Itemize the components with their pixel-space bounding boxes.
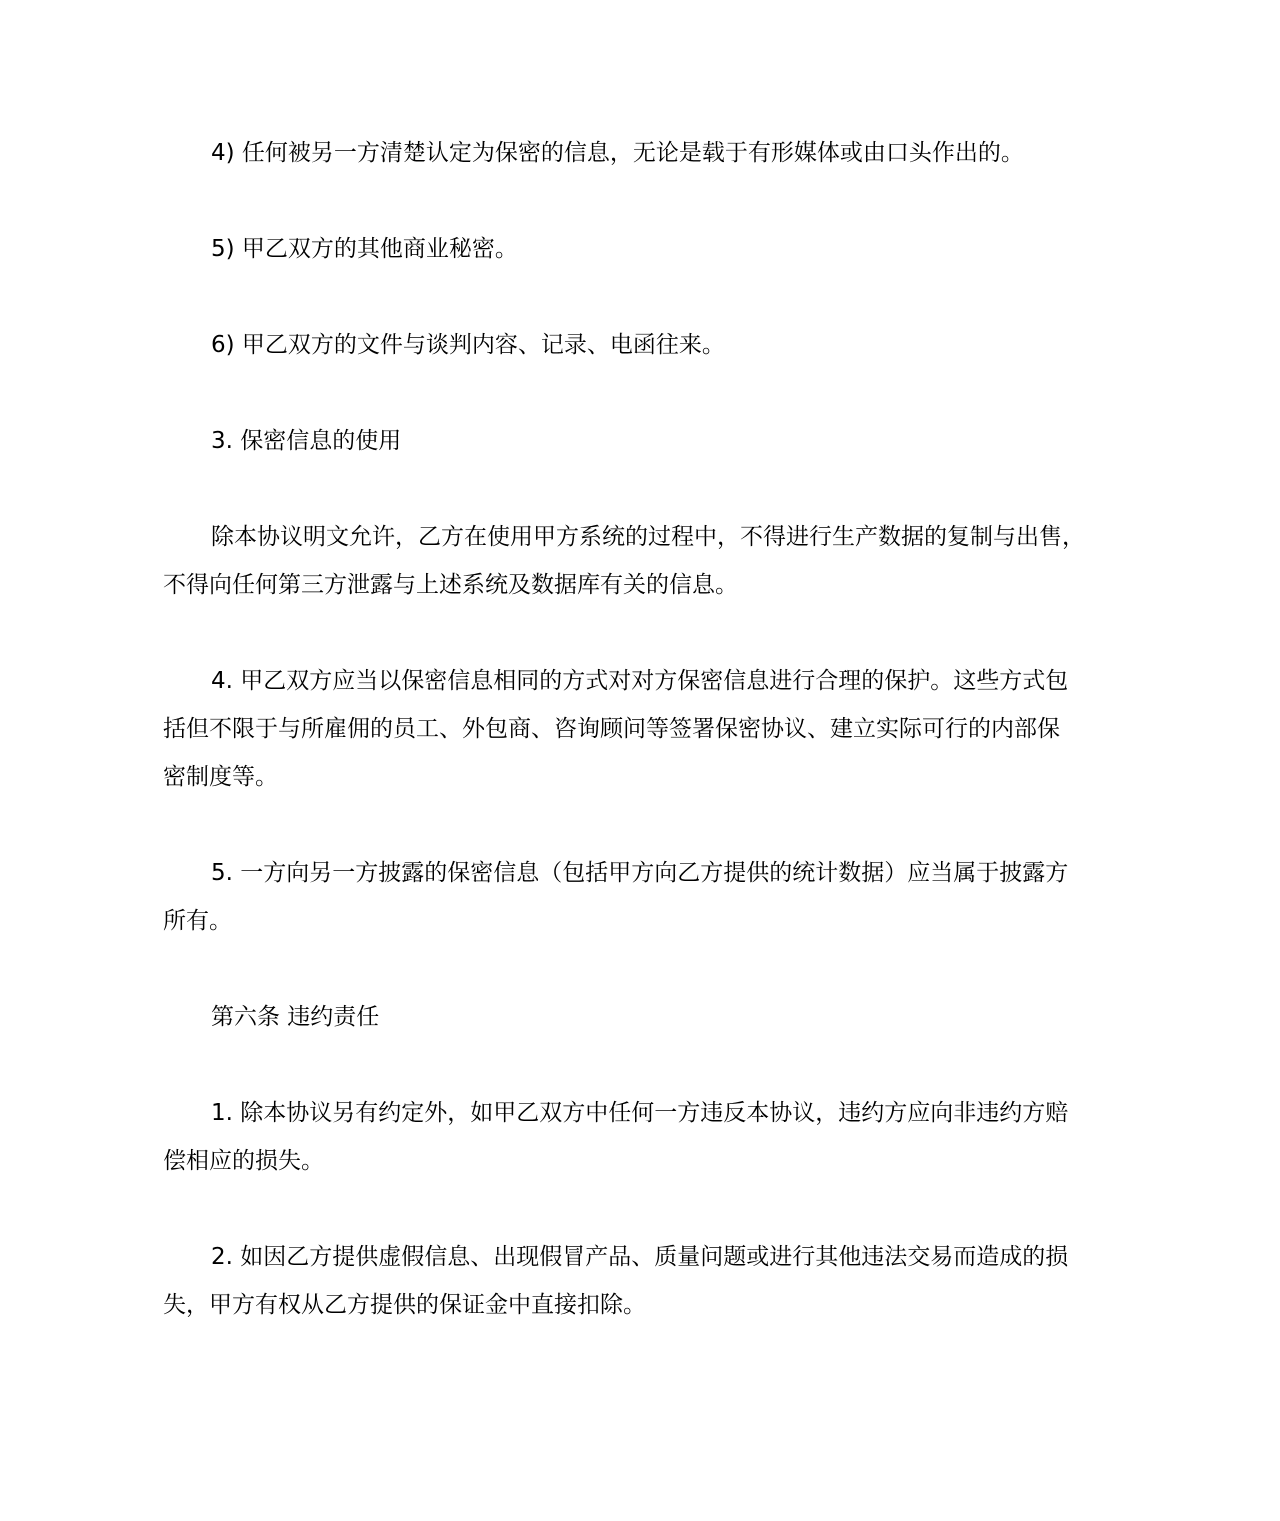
paragraph-line: 第六条 违约责任 [211,1004,380,1030]
paragraph [163,849,1123,945]
paragraph-line: 偿相应的损失。 [163,1148,324,1174]
paragraph [163,657,1123,801]
paragraph-line: 4. 甲乙双方应当以保密信息相同的方式对对方保密信息进行合理的保护。这些方式包 [211,668,1069,694]
paragraph [163,1233,1123,1329]
paragraph-line: 除本协议明文允许，乙方在使用甲方系统的过程中，不得进行生产数据的复制与出售， [211,524,1085,550]
paragraph [163,129,1123,177]
paragraph-line: 1. 除本协议另有约定外，如甲乙双方中任何一方违反本协议，违约方应向非违约方赔 [211,1100,1069,1126]
paragraph [163,513,1123,609]
paragraph-line: 5. 一方向另一方披露的保密信息（包括甲方向乙方提供的统计数据）应当属于披露方 [211,860,1069,886]
paragraph-line: 5) 甲乙双方的其他商业秘密。 [211,236,518,262]
paragraph [163,993,1123,1041]
paragraph-line: 4) 任何被另一方清楚认定为保密的信息，无论是载于有形媒体或由口头作出的。 [211,140,1024,166]
paragraph [163,417,1123,465]
paragraph-line: 失，甲方有权从乙方提供的保证金中直接扣除。 [163,1292,646,1318]
document-page [163,129,1123,1377]
paragraph-line: 6) 甲乙双方的文件与谈判内容、记录、电函往来。 [211,332,725,358]
paragraph [163,321,1123,369]
paragraph-line: 3. 保密信息的使用 [211,428,402,454]
paragraph-line: 2. 如因乙方提供虚假信息、出现假冒产品、质量问题或进行其他违法交易而造成的损 [211,1244,1069,1270]
paragraph [163,225,1123,273]
paragraph-line: 密制度等。 [163,764,278,790]
paragraph-line: 所有。 [163,908,232,934]
paragraph [163,1089,1123,1185]
paragraph-line: 不得向任何第三方泄露与上述系统及数据库有关的信息。 [163,572,738,598]
paragraph-line: 括但不限于与所雇佣的员工、外包商、咨询顾问等签署保密协议、建立实际可行的内部保 [163,716,1060,742]
